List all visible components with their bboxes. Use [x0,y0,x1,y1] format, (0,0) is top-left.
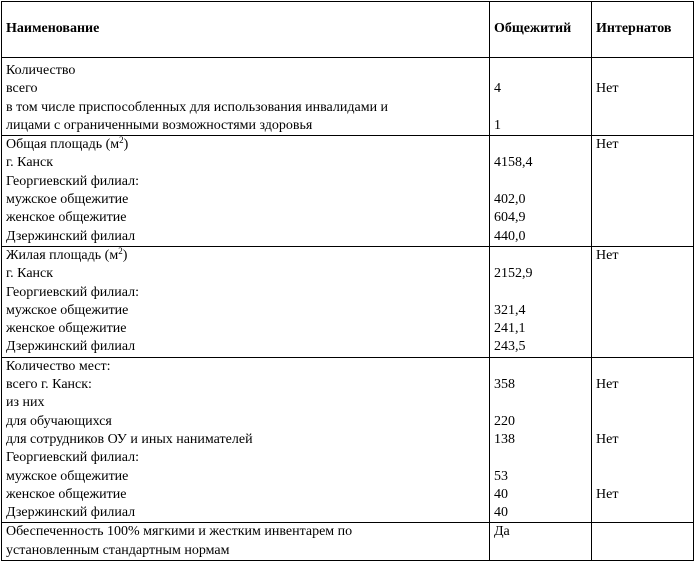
cell-line: Количество мест: [6,358,111,374]
cell-line: Нет [596,486,619,502]
cell-line [494,173,587,191]
cell-line: 220 [494,413,515,429]
cell-line [494,284,587,302]
header-name: Наименование [2,2,490,58]
cell-line [596,265,689,283]
cell-line [596,117,689,135]
cell-line: 604,9 [494,210,526,226]
cell-line: Нет [596,247,619,263]
cell-line [596,302,689,320]
cell-line [596,504,689,522]
cell-boarding [592,357,694,523]
cell-line [494,136,587,154]
cell-line: женское общежитие [6,486,127,502]
cell-line: Общая площадь $(м^2)$ [6,135,129,153]
cell-line: Дзержинский филиал [6,339,136,355]
cell-line [596,542,689,560]
cell-line [596,413,689,431]
cell-line: Нет [596,377,619,393]
table-row [2,136,694,247]
cell-line: установленным стандартным нормам [6,542,230,558]
cell-line: мужское общежитие [6,302,129,318]
cell-line: Дзержинский филиал [6,228,136,244]
cell-name [2,58,490,136]
cell-line: 4158,4 [494,155,533,171]
cell-line: Обеспеченность 100% мягкими и жестким инвентарем по [6,524,353,540]
cell-dorms [490,357,592,523]
cell-line: 241,1 [494,321,526,337]
cell-boarding [592,136,694,247]
cell-line: 40 [494,505,508,521]
cell-line [494,99,587,117]
cell-line [596,284,689,302]
cell-line: г. Канск [6,266,54,282]
cell-line: 440,0 [494,228,526,244]
cell-line: Нет [596,137,619,153]
cell-line [596,358,689,376]
cell-line: Нет [596,431,619,447]
cell-line [494,394,587,412]
cell-line [596,523,689,541]
cell-line [494,542,587,560]
cell-line: мужское общежитие [6,192,129,208]
cell-line: из них [6,395,45,411]
cell-line: 138 [494,431,515,447]
cell-dorms [490,136,592,247]
cell-name [2,246,490,357]
cell-line [596,338,689,356]
cell-line: женское общежитие [6,210,127,226]
cell-line [494,62,587,80]
cell-dorms [490,523,592,561]
cell-line [596,209,689,227]
cell-line: женское общежитие [6,321,127,337]
cell-line: 243,5 [494,339,526,355]
cell-line [596,394,689,412]
cell-line: Дзержинский филиал [6,505,136,521]
table-row [2,523,694,561]
cell-line [494,449,587,467]
cell-line: для обучающихся [6,413,112,429]
cell-line [596,228,689,246]
cell-dorms [490,58,592,136]
cell-line: Жилая площадь $(м^2)$ [6,245,128,263]
cell-line: мужское общежитие [6,468,129,484]
cell-line: 40 [494,486,508,502]
dormitories-table [1,1,694,561]
cell-dorms [490,246,592,357]
cell-line [596,154,689,172]
cell-line [596,173,689,191]
cell-line [596,99,689,117]
cell-line [596,468,689,486]
cell-line: 321,4 [494,302,526,318]
cell-line: г. Канск [6,155,54,171]
header-row [2,2,694,58]
cell-line: всего г. Канск: [6,377,92,393]
cell-line: Георгиевский филиал: [6,284,139,300]
cell-line: Георгиевский филиал: [6,450,139,466]
cell-line: Количество [6,63,76,78]
cell-line: Георгиевский филиал: [6,173,139,189]
cell-line [494,247,587,265]
cell-boarding [592,523,694,561]
cell-boarding [592,246,694,357]
table-row [2,357,694,523]
cell-line: Нет [596,81,619,97]
cell-line: 53 [494,468,508,484]
cell-boarding [592,58,694,136]
cell-line: 358 [494,377,515,393]
cell-line: для сотрудников ОУ и иных нанимателей [6,431,253,447]
cell-line: лицами с ограниченными возможностями здоровья [6,117,313,133]
cell-line: 402,0 [494,192,526,208]
header-dorms: Общежитий [490,2,592,58]
table-row [2,58,694,136]
header-boarding: Интернатов [592,2,694,58]
cell-line: 1 [494,117,501,133]
cell-line: 2152,9 [494,266,533,282]
cell-line: в том числе приспособленных для использования инвалидами и [6,99,389,115]
cell-line [596,449,689,467]
cell-name [2,523,490,561]
cell-line: всего [6,81,38,97]
cell-line [596,320,689,338]
cell-line [494,358,587,376]
table-row [2,246,694,357]
cell-name [2,357,490,523]
cell-line: Да [494,524,510,540]
cell-line: 4 [494,81,501,97]
cell-line [596,191,689,209]
cell-line [596,62,689,80]
cell-name [2,136,490,247]
